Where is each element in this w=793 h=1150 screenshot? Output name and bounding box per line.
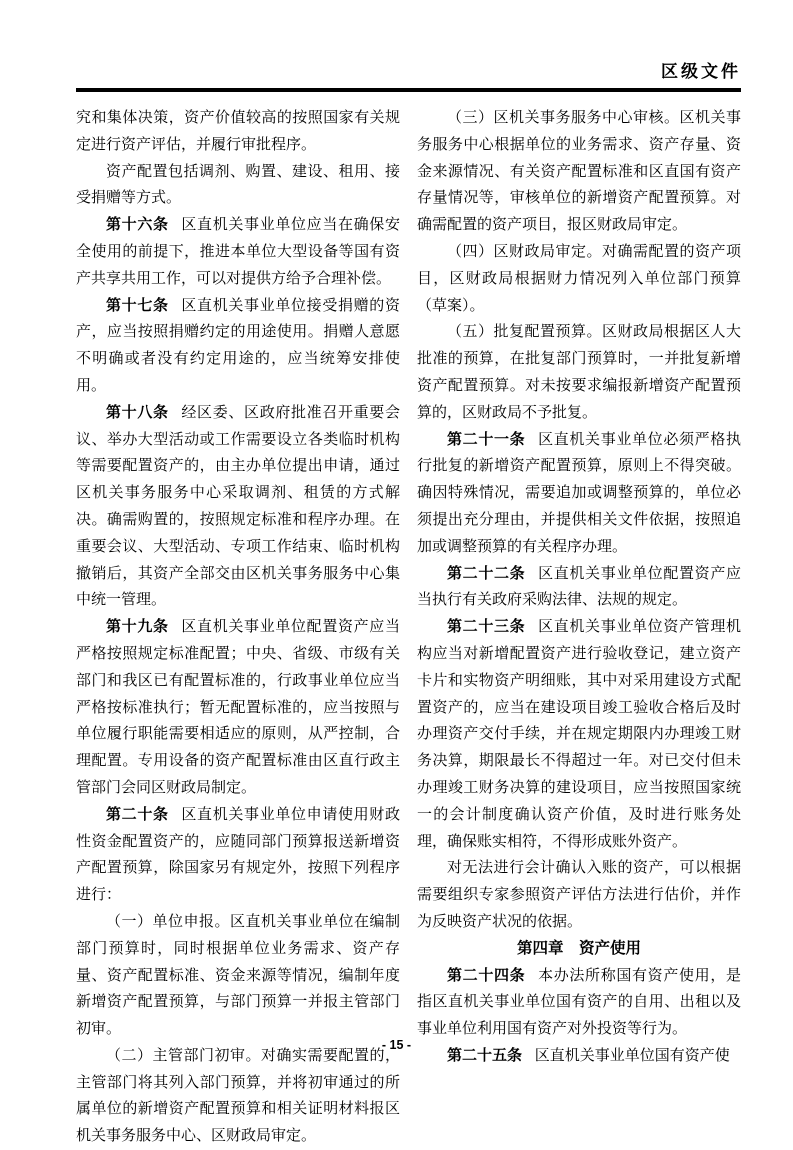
paragraph xyxy=(417,561,741,615)
paragraph-text: 区直机关事业单位应当在确保安全使用的前提下，推进本单位大型设备等国有资产共享共用工作，可以对提供方给予合理补偿。 xyxy=(76,217,400,287)
paragraph-text: 区直机关事业单位接受捐赠的资产，应当按照捐赠约定的用途使用。捐赠人意愿不明确或者没有约定用途的，应当统筹安排使用。 xyxy=(76,297,400,394)
article-number: 第二十四条 xyxy=(447,967,526,984)
paragraph-text: 本办法所称国有资产使用，是指区直机关事业单位国有资产的自用、出租以及事业单位利用国有资产对外投资等行为。 xyxy=(417,967,741,1038)
paragraph xyxy=(76,909,400,1043)
paragraph xyxy=(417,614,741,855)
paragraph-text: 区直机关事业单位国有资产使 xyxy=(534,1047,730,1064)
paragraph-text: （五）批复配置预算。区财政局根据区人大批准的预算，在批复部门预算时，一并批复新增资产配置预算。对未按要求编报新增资产配置预算的，区财政局不予批复。 xyxy=(417,324,741,421)
paragraph xyxy=(417,427,741,561)
paragraph xyxy=(76,293,400,400)
text-column-left xyxy=(76,105,400,1150)
article-number: 第二十一条 xyxy=(447,431,526,448)
paragraph-text: （四）区财政局审定。对确需配置的资产项目，区财政局根据财力情况列入单位部门预算（草案）。 xyxy=(417,243,741,314)
page-header xyxy=(76,0,741,82)
paragraph-text: 究和集体决策，资产价值较高的按照国家有关规定进行资产评估，并履行审批程序。 xyxy=(76,110,400,153)
paragraph-text: 对无法进行会计确认入账的资产，可以根据需要组织专家参照资产评估方法进行估价，并作为反映资产状况的依据。 xyxy=(417,860,741,930)
text-column-right xyxy=(417,105,741,1150)
article-number: 第十六条 xyxy=(106,217,169,234)
paragraph xyxy=(417,239,741,319)
paragraph xyxy=(76,1043,400,1150)
document-type-label: 区级文件 xyxy=(661,62,741,81)
paragraph xyxy=(417,319,741,426)
paragraph xyxy=(417,963,741,1043)
paragraph-text: 区直机关事业单位必须严格执行批复的新增资产配置预算，原则上不得突破。确因特殊情况，需要追加或调整预算的，单位必须提出充分理由，并提供相关文件依据，按照追加或调整预算的有关程序办理。 xyxy=(417,431,741,555)
paragraph-text: （一）单位申报。区直机关事业单位在编制部门预算时，同时根据单位业务需求、资产存量、资产配置标准、资金来源等情况，编制年度新增资产配置预算，与部门预算一并报主管部门初审。 xyxy=(76,913,400,1038)
paragraph xyxy=(417,855,741,935)
paragraph xyxy=(76,159,400,213)
paragraph xyxy=(417,105,741,239)
paragraph xyxy=(76,400,400,614)
paragraph-text: 资产配置包括调剂、购置、建设、租用、接受捐赠等方式。 xyxy=(76,163,400,207)
paragraph xyxy=(76,802,400,909)
paragraph xyxy=(76,212,400,292)
article-number: 第二十五条 xyxy=(447,1047,523,1064)
paragraph-text: （三）区机关事务服务中心审核。区机关事务服务中心根据单位的业务需求、资产存量、资金来源情况、有关资产配置标准和区直国有资产存量情况等，审核单位的新增资产配置预算。对确需配置的资产项目，报区财政局审定。 xyxy=(417,110,741,234)
paragraph-text: （二）主管部门初审。对确实需要配置的，主管部门将其列入部门预算，并将初审通过的所属单位的新增资产配置预算和相关证明材料报区机关事务服务中心、区财政局审定。 xyxy=(76,1047,400,1145)
paragraph-text: 区直机关事业单位配置资产应当严格按照规定标准配置；中央、省级、市级有关部门和我区已有配置标准的，行政事业单位应当严格按标准执行；暂无配置标准的，应当按照与单位履行职能需要相适应的原则，从严控制，合理配置。专用设备的资产配置标准由区直行政主管部门会同区财政局制定。 xyxy=(76,619,400,796)
text-columns xyxy=(76,105,741,1150)
header-rule xyxy=(76,88,741,92)
article-number: 第二十条 xyxy=(106,806,169,823)
paragraph xyxy=(76,105,400,159)
paragraph-text: 区直机关事业单位资产管理机构应当对新增配置资产进行验收登记，建立资产卡片和实物资产明细账，其中对采用建设方式配置资产的，应当在建设项目竣工验收合格后及时办理资产交付手续，并在规定期限内办理竣工财务决算，期限最长不得超过一年。对已交付但未办理竣工财务决算的建设项目，应当按照国家统一的会计制度确认资产价值，及时进行账务处理，确保账实相符，不得形成账外资产。 xyxy=(417,619,741,850)
article-number: 第二十三条 xyxy=(447,619,526,636)
article-number: 第十九条 xyxy=(106,619,169,636)
article-number: 第十八条 xyxy=(106,404,169,421)
paragraph-text: 经区委、区政府批准召开重要会议、举办大型活动或工作需要设立各类临时机构等需要配置资产的，由主办单位提出申请，通过区机关事务服务中心采取调剂、租赁的方式解决。确需购置的，按照规定标准和程序办理。在重要会议、大型活动、专项工作结束、临时机构撤销后，其资产全部交由区机关事务服务中心集中统一管理。 xyxy=(76,404,400,609)
article-number: 第十七条 xyxy=(106,297,169,314)
paragraph-text: 区直机关事业单位申请使用财政性资金配置资产的，应随同部门预算报送新增资产配置预算，除国家另有规定外，按照下列程序进行： xyxy=(76,806,400,904)
chapter-heading: 第四章 资产使用 xyxy=(516,939,641,957)
article-number: 第二十二条 xyxy=(447,565,526,582)
paragraph-text: 区直机关事业单位配置资产应当执行有关政府采购法律、法规的规定。 xyxy=(417,565,741,609)
page-number: - 15 - xyxy=(381,1038,412,1052)
paragraph xyxy=(76,614,400,802)
